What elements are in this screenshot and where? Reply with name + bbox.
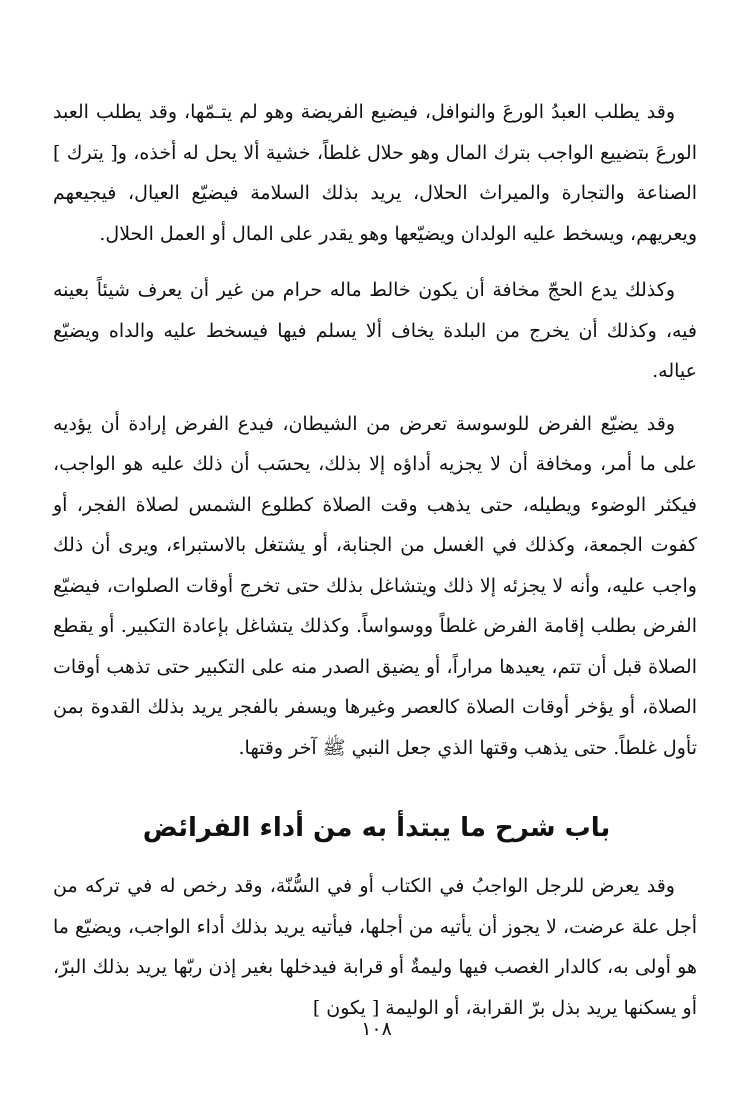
text-block-lower <box>53 866 697 1028</box>
paragraph-1: وقد يطلب العبدُ الورعَ والنوافل، فيضيع الفريضة وهو لم يتـمّها، وقد يطلب العبد الورعَ بتضييع الواجب بترك المال وهو حلال غلطاً، خشية ألا يحل له أخذه، و[ يترك ] الصناعة والتجارة والميراث الحلال، يريد بذلك السلامة فيضيّع العيال، فيجيعهم ويعريهم، ويسخط عليه الولدان ويضيّعها وهو يقدر على المال أو العمل الحلال. <box>53 101 697 245</box>
chapter-heading: باب شرح ما يبتدأ به من أداء الفرائض <box>142 813 611 843</box>
paragraph-3: وقد يضيّع الفرض للوسوسة تعرض من الشيطان، فيدع الفرض إرادة أن يؤديه على ما أمر، ومخافة أن لا يجزيه أداؤه إلا بذلك، يحسَب أن ذلك عليه هو الواجب، فيكثر الوضوء ويطيله، حتى يذهب وقت الصلاة كطلوع الشمس لصلاة الفجر، أو كفوت الجمعة، وكذلك في الغسل من الجنابة، أو يشتغل بالاستبراء، ويرى أن ذلك واجب عليه، وأنه لا يجزئه إلا ذلك ويتشاغل بذلك حتى تخرج أوقات الصلوات، فيضيّع الفرض بطلب إقامة الفرض غلطاً ووسواساً. وكذلك يتشاغل بإعادة التكبير. أو يقطع الصلاة قبل أن تتم، يعيدها مراراً، أو يضيق الصدر منه على التكبير حتى تذهب أوقات الصلاة، أو يؤخر أوقات الصلاة كالعصر وغيرها ويسفر بالفجر يريد بذلك القدوة بمن تأول غلطاً. حتى يذهب وقتها الذي جعل النبي ﷺ آخر وقتها. <box>53 412 697 759</box>
page-number: ١٠٨ <box>361 1018 392 1040</box>
text-block-upper <box>53 92 697 768</box>
paragraph-2: وكذلك يدع الحجّ مخافة أن يكون خالط ماله حرام من غير أن يعرف شيئاً بعينه فيه، وكذلك أن يخرج من البلدة يخاف ألا يسلم فيها فيسخط عليه والداه ويضيّع عياله. <box>53 279 697 382</box>
paragraph-4: وقد يعرض للرجل الواجبُ في الكتاب أو في السُّنّة، وقد رخص له في تركه من أجل علة عرضت، لا يجوز أن يأتيه من أجلها، فيأتيه يريد بذلك أداء الواجب، ويضيّع ما هو أولى به، كالدار الغصب فيها وليمةٌ أو قرابة فيدخلها بغير إذن ربّها يريد بذلك البرّ، أو يسكنها يريد بذل برّ القرابة، أو الوليمة [ يكون ] <box>53 875 697 1019</box>
